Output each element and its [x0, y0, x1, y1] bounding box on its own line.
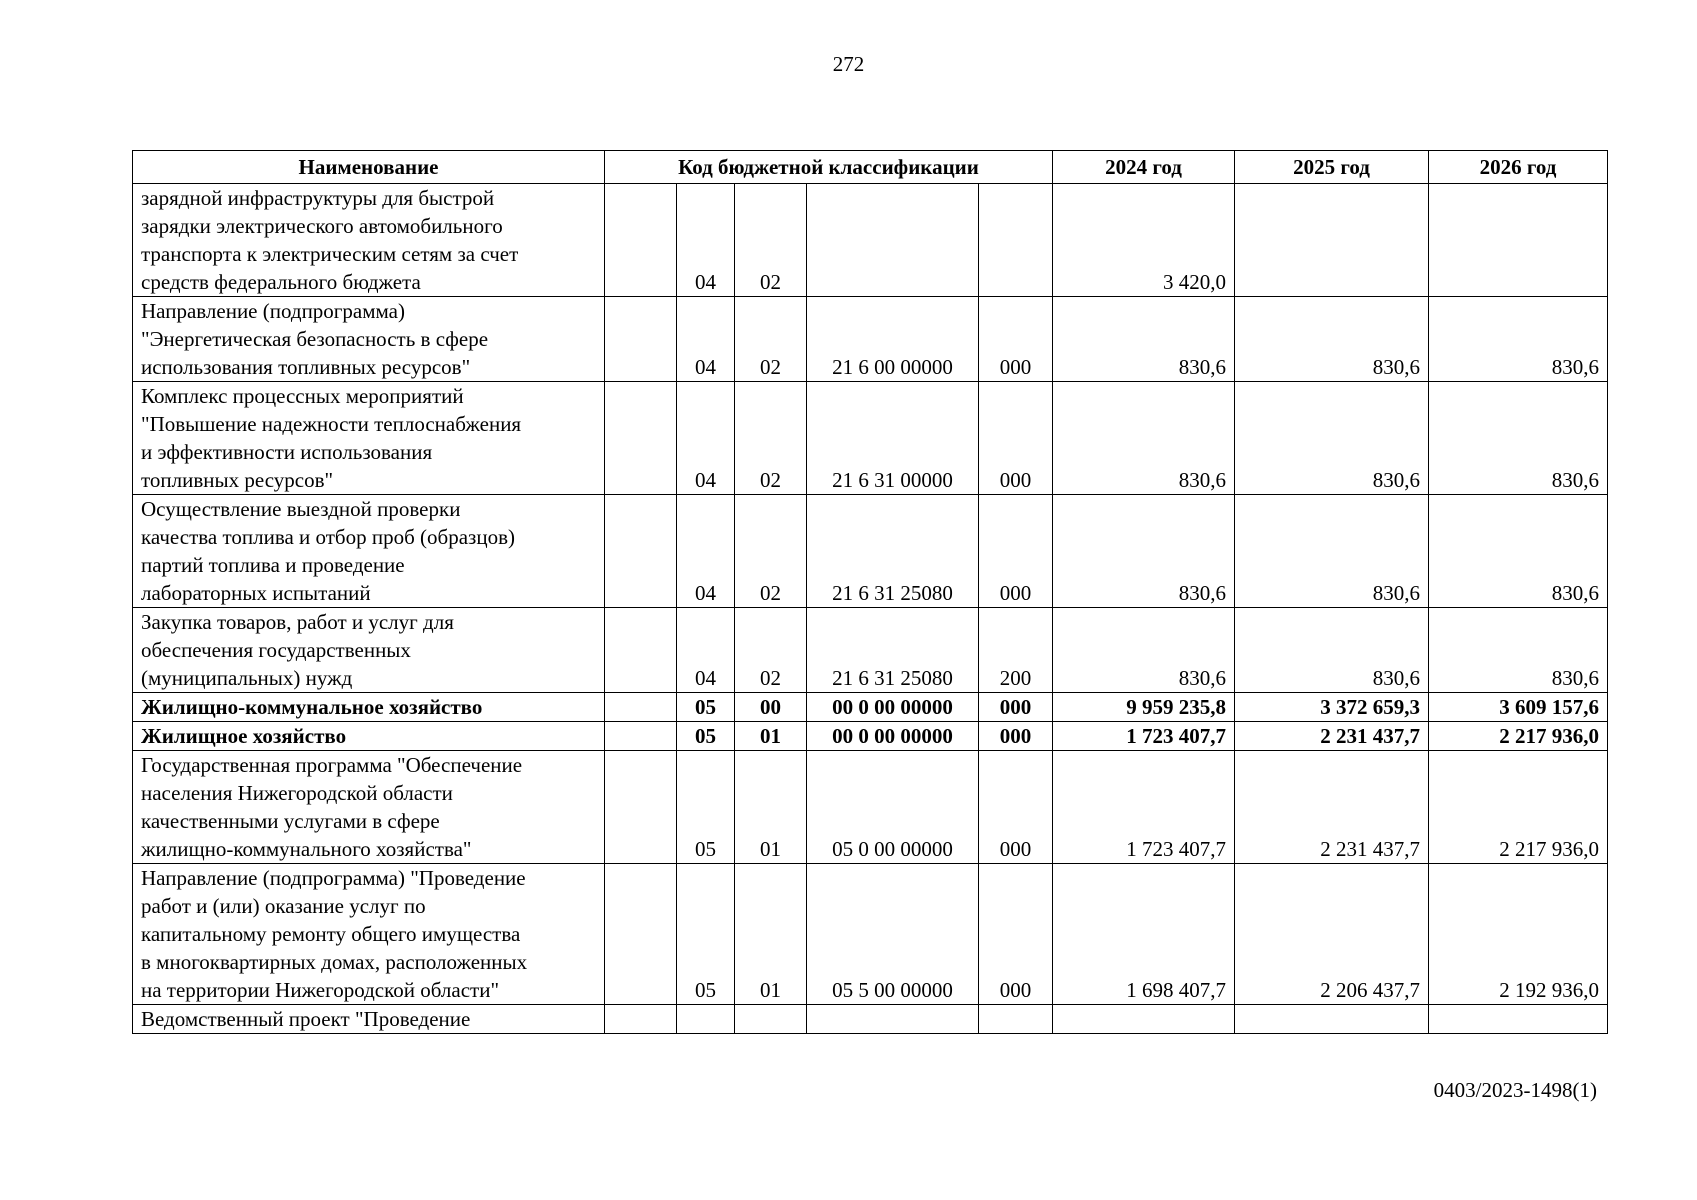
- cell-name: Государственная программа "Обеспечение населения Нижегородской области качественными услугами в сфере жилищно-коммунального хозяйства": [133, 751, 605, 864]
- cell-c4: 21 6 00 00000: [807, 297, 979, 382]
- cell-c3: 01: [735, 722, 807, 751]
- page-number: 272: [832, 52, 865, 76]
- cell-c5: 000: [979, 297, 1053, 382]
- header-2024: 2024 год: [1053, 151, 1235, 184]
- table-row: [133, 495, 1608, 608]
- cell-y2025: [1235, 184, 1429, 297]
- cell-name: зарядной инфраструктуры для быстрой зарядки электрического автомобильного транспорта к электрическим сетям за счет средств федерального бюджета: [133, 184, 605, 297]
- cell-y2026: 3 609 157,6: [1429, 693, 1608, 722]
- cell-y2026: 830,6: [1429, 297, 1608, 382]
- cell-name: Комплекс процессных мероприятий "Повышение надежности теплоснабжения и эффективности использования топливных ресурсов": [133, 382, 605, 495]
- cell-c3: 02: [735, 297, 807, 382]
- cell-y2026: 830,6: [1429, 495, 1608, 608]
- cell-y2024: 1 723 407,7: [1053, 722, 1235, 751]
- document-code: 0403/2023-1498(1): [1433, 1078, 1597, 1102]
- cell-c1: [605, 722, 677, 751]
- table-row: [133, 297, 1608, 382]
- cell-name: Осуществление выездной проверки качества топлива и отбор проб (образцов) партий топлива и проведение лабораторных испытаний: [133, 495, 605, 608]
- cell-c1: [605, 864, 677, 1005]
- cell-y2025: 830,6: [1235, 608, 1429, 693]
- cell-y2024: 830,6: [1053, 495, 1235, 608]
- cell-y2024: 830,6: [1053, 382, 1235, 495]
- cell-c5: 200: [979, 608, 1053, 693]
- cell-c2: 05: [677, 864, 735, 1005]
- cell-name: Жилищно-коммунальное хозяйство: [133, 693, 605, 722]
- cell-c5: 000: [979, 751, 1053, 864]
- cell-y2025: 2 231 437,7: [1235, 751, 1429, 864]
- cell-c2: 04: [677, 297, 735, 382]
- cell-c2: 04: [677, 495, 735, 608]
- table-row: [133, 608, 1608, 693]
- cell-c5: 000: [979, 495, 1053, 608]
- cell-c4: 00 0 00 00000: [807, 722, 979, 751]
- cell-c1: [605, 382, 677, 495]
- cell-c1: [605, 693, 677, 722]
- cell-c5: 000: [979, 864, 1053, 1005]
- cell-c1: [605, 184, 677, 297]
- cell-c1: [605, 608, 677, 693]
- cell-c5: 000: [979, 722, 1053, 751]
- cell-y2026: [1429, 184, 1608, 297]
- cell-y2026: 830,6: [1429, 608, 1608, 693]
- cell-name: Ведомственный проект "Проведение: [133, 1005, 605, 1034]
- cell-c3: 02: [735, 608, 807, 693]
- cell-c4: 00 0 00 00000: [807, 693, 979, 722]
- cell-c3: 02: [735, 495, 807, 608]
- cell-c4: [807, 1005, 979, 1034]
- cell-c2: 05: [677, 722, 735, 751]
- cell-c2: 04: [677, 382, 735, 495]
- cell-y2025: 3 372 659,3: [1235, 693, 1429, 722]
- cell-y2024: 9 959 235,8: [1053, 693, 1235, 722]
- table-row: [133, 1005, 1608, 1034]
- cell-c1: [605, 751, 677, 864]
- table-header-row: [133, 151, 1608, 184]
- cell-c3: 02: [735, 382, 807, 495]
- cell-c5: [979, 1005, 1053, 1034]
- table-row: [133, 864, 1608, 1005]
- header-2025: 2025 год: [1235, 151, 1429, 184]
- cell-c1: [605, 1005, 677, 1034]
- cell-c4: 05 0 00 00000: [807, 751, 979, 864]
- header-2026: 2026 год: [1429, 151, 1608, 184]
- table-row: [133, 184, 1608, 297]
- cell-y2024: [1053, 1005, 1235, 1034]
- cell-c2: [677, 1005, 735, 1034]
- cell-name: Жилищное хозяйство: [133, 722, 605, 751]
- table-row: [133, 722, 1608, 751]
- cell-y2026: 830,6: [1429, 382, 1608, 495]
- cell-name: Закупка товаров, работ и услуг для обеспечения государственных (муниципальных) нужд: [133, 608, 605, 693]
- table-row: [133, 382, 1608, 495]
- cell-c4: 05 5 00 00000: [807, 864, 979, 1005]
- cell-y2025: 830,6: [1235, 382, 1429, 495]
- header-name: Наименование: [133, 151, 605, 184]
- cell-y2026: 2 217 936,0: [1429, 751, 1608, 864]
- cell-c5: [979, 184, 1053, 297]
- cell-c3: 01: [735, 864, 807, 1005]
- cell-c4: [807, 184, 979, 297]
- cell-c5: 000: [979, 382, 1053, 495]
- header-code: Код бюджетной классификации: [605, 151, 1053, 184]
- cell-y2025: 830,6: [1235, 297, 1429, 382]
- cell-y2025: 2 206 437,7: [1235, 864, 1429, 1005]
- cell-c3: 00: [735, 693, 807, 722]
- table-row: [133, 751, 1608, 864]
- cell-y2024: 830,6: [1053, 297, 1235, 382]
- cell-y2026: [1429, 1005, 1608, 1034]
- cell-y2024: 1 698 407,7: [1053, 864, 1235, 1005]
- cell-c4: 21 6 31 00000: [807, 382, 979, 495]
- cell-c2: 05: [677, 693, 735, 722]
- cell-c3: 02: [735, 184, 807, 297]
- cell-y2024: 830,6: [1053, 608, 1235, 693]
- cell-y2025: [1235, 1005, 1429, 1034]
- cell-c1: [605, 495, 677, 608]
- cell-c2: 05: [677, 751, 735, 864]
- table-row: [133, 693, 1608, 722]
- cell-c5: 000: [979, 693, 1053, 722]
- budget-table: [132, 150, 1608, 1034]
- cell-c2: 04: [677, 184, 735, 297]
- cell-c4: 21 6 31 25080: [807, 495, 979, 608]
- cell-y2025: 2 231 437,7: [1235, 722, 1429, 751]
- cell-name: Направление (подпрограмма) "Проведение работ и (или) оказание услуг по капитальному ремонту общего имущества в многоквартирных домах, расположенных на территории Нижегородской области": [133, 864, 605, 1005]
- cell-c4: 21 6 31 25080: [807, 608, 979, 693]
- cell-c3: 01: [735, 751, 807, 864]
- cell-y2026: 2 217 936,0: [1429, 722, 1608, 751]
- cell-y2024: 1 723 407,7: [1053, 751, 1235, 864]
- cell-c3: [735, 1005, 807, 1034]
- cell-name: Направление (подпрограмма) "Энергетическая безопасность в сфере использования топливных ресурсов": [133, 297, 605, 382]
- cell-c2: 04: [677, 608, 735, 693]
- cell-y2026: 2 192 936,0: [1429, 864, 1608, 1005]
- cell-c1: [605, 297, 677, 382]
- cell-y2024: 3 420,0: [1053, 184, 1235, 297]
- cell-y2025: 830,6: [1235, 495, 1429, 608]
